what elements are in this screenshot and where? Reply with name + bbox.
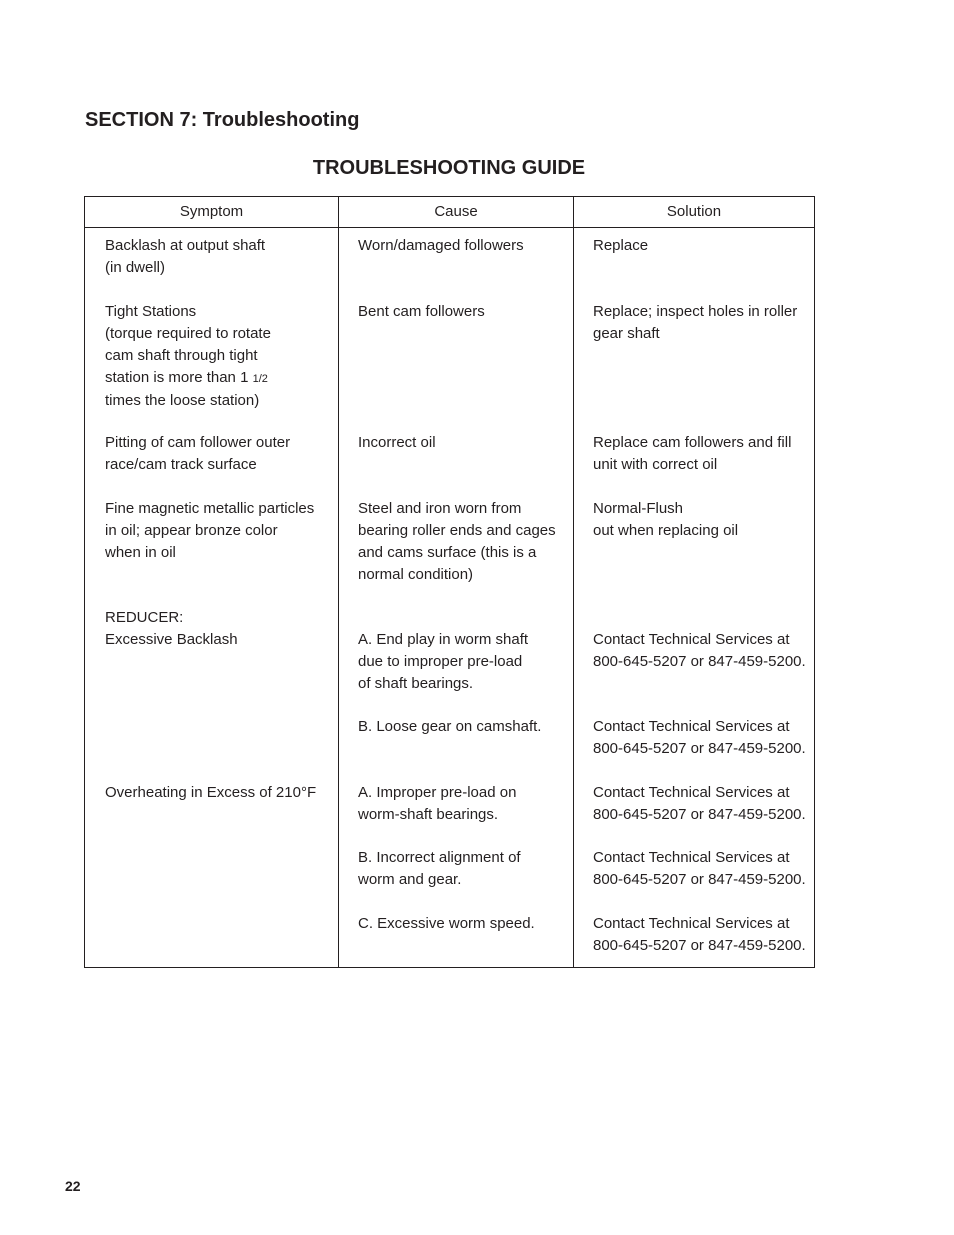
symptom-cell: Pitting of cam follower outer race/cam track surface bbox=[105, 434, 291, 473]
symptom-cell: Overheating in Excess of 210°F bbox=[105, 784, 317, 801]
solution-cell: Replace; inspect holes in roller gear shaft bbox=[593, 303, 798, 342]
table-row bbox=[85, 301, 815, 432]
solution-cell: Contact Technical Services at 800-645-5207 or 847-459-5200. bbox=[593, 849, 806, 888]
symptom-cell: REDUCER: Excessive Backlash bbox=[105, 609, 238, 648]
symptom-cell: Backlash at output shaft (in dwell) bbox=[105, 237, 266, 276]
solution-cell: Contact Technical Services at 800-645-5207 or 847-459-5200. bbox=[593, 631, 806, 670]
troubleshooting-table bbox=[84, 196, 815, 968]
cause-cell: A. End play in worm shaft due to improper pre-load of shaft bearings. bbox=[358, 631, 529, 692]
cause-cell: A. Improper pre-load on worm-shaft bearings. bbox=[358, 784, 517, 823]
table-row bbox=[85, 432, 815, 498]
cause-cell: Worn/damaged followers bbox=[358, 237, 524, 254]
solution-cell: Normal-Flush out when replacing oil bbox=[593, 500, 739, 539]
header-solution: Solution bbox=[574, 197, 815, 228]
table-row bbox=[85, 847, 815, 913]
cause-cell: B. Loose gear on camshaft. bbox=[358, 718, 542, 735]
solution-cell: Contact Technical Services at 800-645-5207 or 847-459-5200. bbox=[593, 718, 806, 757]
header-cause: Cause bbox=[339, 197, 574, 228]
symptom-cell: Tight Stations (torque required to rotate cam shaft through tight station is more than 1 1/2 times the loose station) bbox=[105, 303, 271, 409]
solution-cell: Contact Technical Services at 800-645-5207 or 847-459-5200. bbox=[593, 915, 806, 954]
solution-cell: Contact Technical Services at 800-645-5207 or 847-459-5200. bbox=[593, 784, 806, 823]
page-number: 22 bbox=[65, 1178, 81, 1194]
cause-cell: Incorrect oil bbox=[358, 434, 436, 451]
header-symptom: Symptom bbox=[85, 197, 339, 228]
table-row bbox=[85, 913, 815, 968]
table-row bbox=[85, 228, 815, 302]
fraction-text: 1/2 bbox=[252, 373, 268, 385]
solution-cell: Replace cam followers and fill unit with correct oil bbox=[593, 434, 792, 473]
solution-cell: Replace bbox=[593, 237, 649, 254]
table-row bbox=[85, 498, 815, 607]
cause-cell: Steel and iron worn from bearing roller ends and cages and cams surface (this is a normal condition) bbox=[358, 500, 556, 583]
section-title: SECTION 7: Troubleshooting bbox=[85, 109, 360, 131]
guide-title: TROUBLESHOOTING GUIDE bbox=[312, 157, 586, 179]
table-header-row bbox=[85, 197, 815, 228]
symptom-cell: Fine magnetic metallic particles in oil; appear bronze color when in oil bbox=[105, 500, 315, 561]
table-row bbox=[85, 607, 815, 716]
table-row bbox=[85, 782, 815, 847]
cause-cell: Bent cam followers bbox=[358, 303, 485, 320]
table-row bbox=[85, 716, 815, 782]
cause-cell: C. Excessive worm speed. bbox=[358, 915, 535, 932]
cause-cell: B. Incorrect alignment of worm and gear. bbox=[358, 849, 521, 888]
